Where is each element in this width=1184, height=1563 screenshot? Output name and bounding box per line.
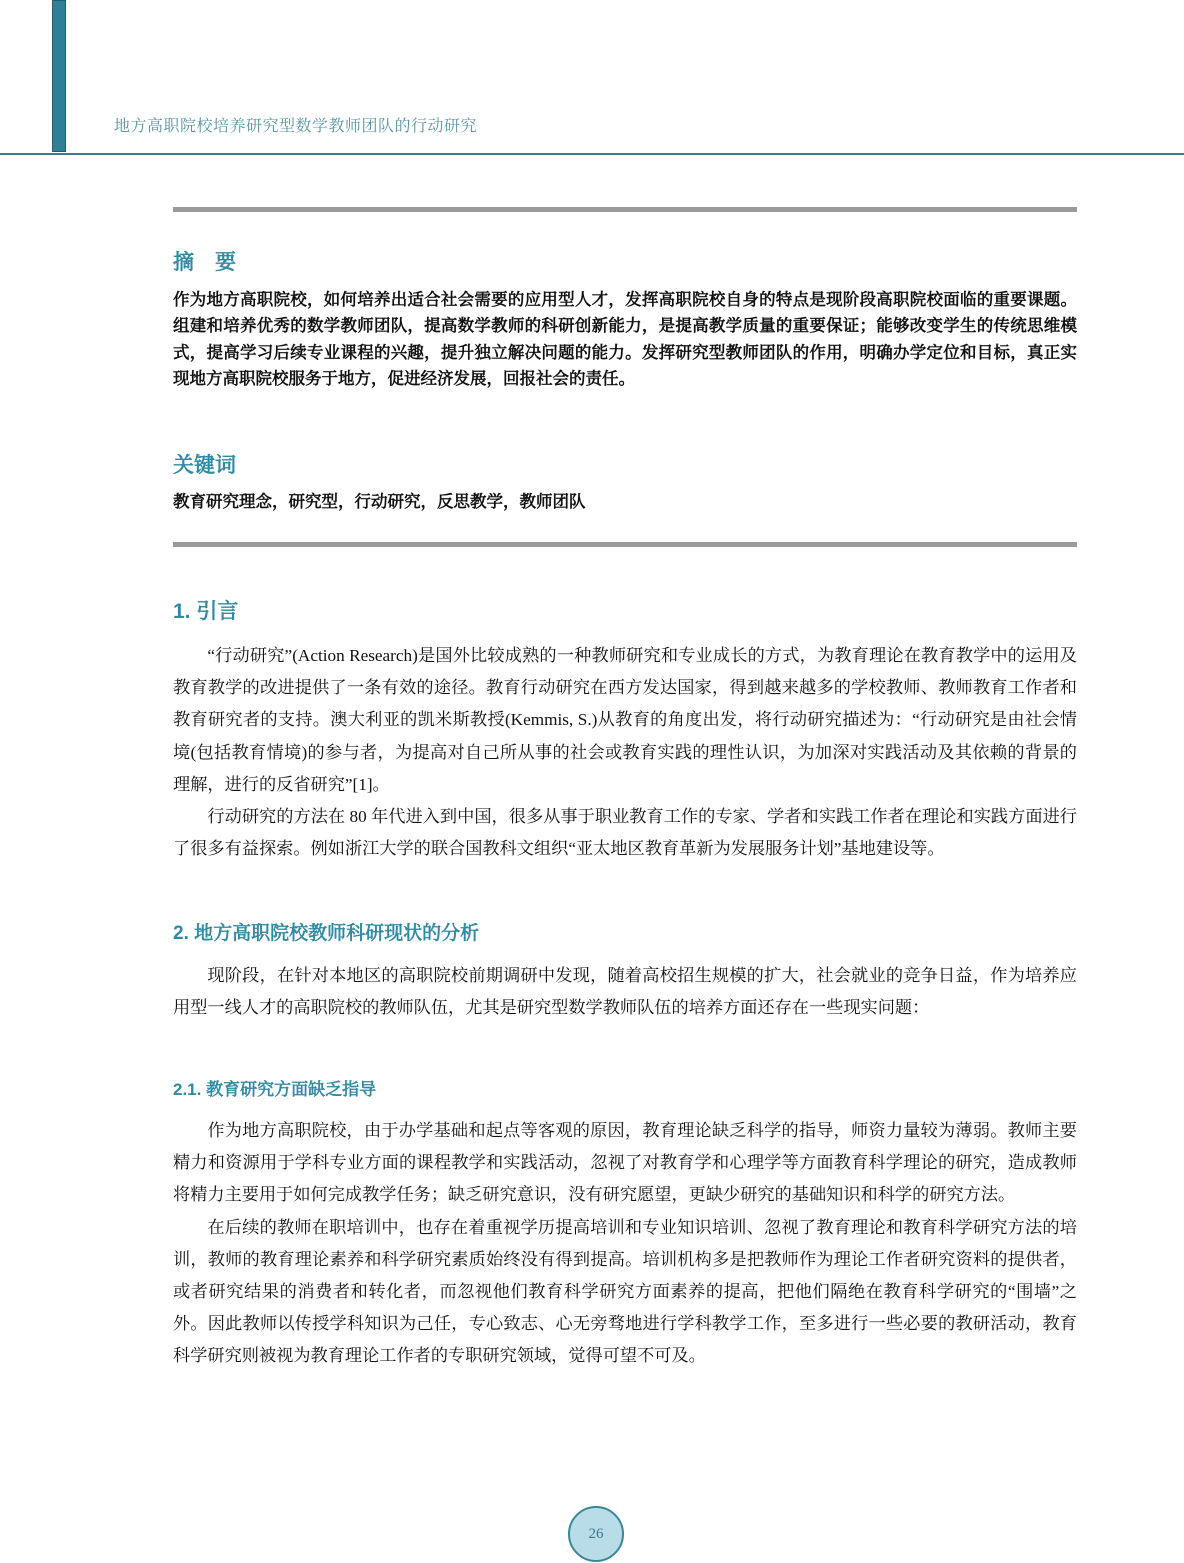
paragraph: 行动研究的方法在 80 年代进入到中国，很多从事于职业教育工作的专家、学者和实践工作者在理论和实践方面进行了很多有益探索。例如浙江大学的联合国教科文组织“亚太地区教育革新为发展服务计划”基地建设等。	[173, 807, 1077, 859]
section-1-heading: 1. 引言	[173, 600, 239, 623]
keywords-text: 教育研究理念，研究型，行动研究，反思教学，教师团队	[173, 493, 586, 511]
abstract-top-rule	[173, 207, 1077, 212]
section-2-heading: 2. 地方高职院校教师科研现状的分析	[173, 923, 480, 944]
header-accent-bar	[52, 0, 66, 152]
paragraph: 在后续的教师在职培训中，也存在着重视学历提高培训和专业知识培训、忽视了教育理论和教育科学研究方法的培训，教师的教育理论素养和科学研究素质始终没有得到提高。培训机构多是把教师作为理论工作者研究资料的提供者，或者研究结果的消费者和转化者，而忽视他们教育科学研究方面素养的提高，把他们隔绝在教育科学研究的“围墙”之外。因此教师以传授学科知识为己任，专心致志、心无旁骛地进行学科教学工作，至多进行一些必要的教研活动，教育科学研究则被视为教育理论工作者的专职研究领域，觉得可望不可及。	[173, 1217, 1077, 1366]
abstract-heading: 摘 要	[173, 251, 236, 274]
paragraph: 作为地方高职院校，由于办学基础和起点等客观的原因，教育理论缺乏科学的指导，师资力量较为薄弱。教师主要精力和资源用于学科专业方面的课程教学和实践活动，忽视了对教育学和心理学等方面教育科学理论的研究，造成教师将精力主要用于如何完成教学任务；缺乏研究意识，没有研究愿望，更缺少研究的基础知识和科学的研究方法。	[173, 1121, 1077, 1205]
page-number: 26	[568, 1506, 624, 1562]
running-title: 地方高职院校培养研究型数学教师团队的行动研究	[114, 118, 478, 135]
header-divider	[0, 153, 1184, 155]
section-1-body	[173, 640, 1077, 865]
keywords-heading: 关键词	[173, 454, 236, 477]
abstract-bottom-rule	[173, 542, 1077, 547]
section-2-1-body	[173, 1115, 1077, 1373]
paragraph: “行动研究”(Action Research)是国外比较成熟的一种教师研究和专业成长的方式，为教育理论在教育教学中的运用及教育教学的改进提供了一条有效的途径。教育行动研究在西方发达国家，得到越来越多的学校教师、教师教育工作者和教育研究者的支持。澳大利亚的凯米斯教授(Kemmis, S.)从教育的角度出发，将行动研究描述为：“行动研究是由社会情境(包括教育情境)的参与者，为提高对自己所从事的社会或教育实践的理性认识，为加深对实践活动及其依赖的背景的理解，进行的反省研究”[1]。	[173, 646, 1077, 794]
abstract-text: 作为地方高职院校，如何培养出适合社会需要的应用型人才，发挥高职院校自身的特点是现阶段高职院校面临的重要课题。组建和培养优秀的数学教师团队，提高数学教师的科研创新能力，是提高教学质量的重要保证；能够改变学生的传统思维模式，提高学习后续专业课程的兴趣，提升独立解决问题的能力。发挥研究型教师团队的作用，明确办学定位和目标，真正实现地方高职院校服务于地方，促进经济发展，回报社会的责任。	[173, 291, 1077, 388]
paragraph: 现阶段，在针对本地区的高职院校前期调研中发现，随着高校招生规模的扩大，社会就业的竞争日益，作为培养应用型一线人才的高职院校的教师队伍，尤其是研究型数学教师队伍的培养方面还存在一些现实问题：	[173, 966, 1077, 1018]
section-2-body	[173, 960, 1077, 1024]
section-2-1-heading: 2.1. 教育研究方面缺乏指导	[173, 1080, 377, 1099]
